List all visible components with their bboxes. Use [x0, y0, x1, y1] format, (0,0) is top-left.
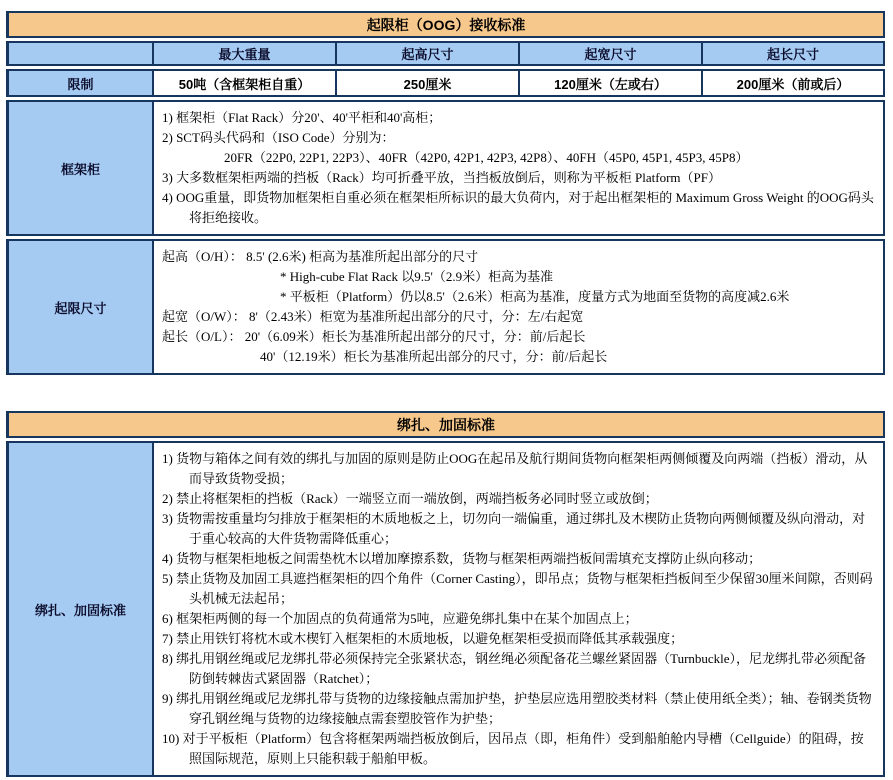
text-line: 4) OOG重量，即货物加框架柜自重必须在框架柜所标识的最大负荷内，对于起出框架柜的 Maximum Gross Weight 的OOG码头将拒绝接收。 — [162, 190, 874, 225]
oog-dims-label: 起限尺寸 — [6, 239, 154, 375]
text-line: * 平板柜（Platform）仍以8.5'（2.6米）柜高为基准，度量方式为地面至货物的高度减2.6米 — [280, 289, 790, 304]
table1-title: 起限柜（OOG）接收标准 — [6, 11, 885, 38]
oog-acceptance-table — [6, 8, 885, 378]
table2-title: 绑扎、加固标准 — [6, 411, 885, 438]
text-line: 3) 大多数框架柜两端的挡板（Rack）均可折叠平放，当挡板放倒后，则称为平板柜 Platform（PF） — [162, 170, 721, 185]
table1-header-over-height: 起高尺寸 — [337, 41, 520, 66]
limit-over-width-value: 120厘米（左或右） — [520, 69, 703, 97]
oog-dims-notes — [154, 239, 885, 375]
text-line: 6) 框架柜两侧的每一个加固点的负荷通常为5吨，应避免绑扎集中在某个加固点上； — [162, 611, 638, 626]
text-line: 7) 禁止用铁钉将枕木或木楔钉入框架柜的木质地板，以避免框架柜受损而降低其承载强度； — [162, 631, 684, 646]
text-line: 起长（O/L）： 20'（6.09米）柜长为基准所起出部分的尺寸，分：前/后起长 — [162, 329, 586, 344]
text-line: 1) 框架柜（Flat Rack）分20'、40'平柜和40'高柜； — [162, 110, 442, 125]
limit-row-label: 限制 — [6, 69, 154, 97]
text-line: 40'（12.19米）柜长为基准所起出部分的尺寸，分：前/后起长 — [260, 349, 608, 364]
text-line: 10) 对于平板柜（Platform）包含将框架两端挡板放倒后，因吊点（即，柜角件）受到船舶舱内导槽（Cellguide）的阻碍，按照国际规范，原则上只能积载于船舶甲板。 — [162, 731, 864, 766]
table-row — [6, 100, 885, 236]
lashing-label: 绑扎、加固标准 — [6, 441, 154, 777]
text-line: 2) SCT码头代码和（ISO Code）分别为： — [162, 130, 395, 145]
limit-over-height-value: 250厘米 — [337, 69, 520, 97]
table-row — [6, 69, 885, 97]
table1-header-over-length: 起长尺寸 — [703, 41, 885, 66]
text-line: * High-cube Flat Rack 以9.5'（2.9米）柜高为基准 — [280, 269, 554, 284]
text-line: 3) 货物需按重量均匀排放于框架柜的木质地板之上，切勿向一端偏重，通过绑扎及木楔防止货物向两侧倾覆及纵向滑动，对于重心较高的大件货物需降低重心； — [162, 511, 866, 546]
text-line: 起高（O/H）： 8.5' (2.6米) 柜高为基准所起出部分的尺寸 — [162, 249, 479, 264]
flat-rack-label: 框架柜 — [6, 100, 154, 236]
table1-header-empty — [6, 41, 154, 66]
table-row — [6, 239, 885, 375]
text-line: 4) 货物与框架柜地板之间需垫枕木以增加摩擦系数，货物与框架柜两端挡板间需填充支撑防止纵向移动； — [162, 551, 762, 566]
flat-rack-notes — [154, 100, 885, 236]
text-line: 5) 禁止货物及加固工具遮挡框架柜的四个角件（Corner Casting），即吊点；货物与框架柜挡板间至少保留30厘米间隙，否则码头机械无法起吊； — [162, 571, 873, 606]
text-line: 2) 禁止将框架柜的挡板（Rack）一端竖立而一端放倒，两端挡板务必同时竖立或放倒； — [162, 491, 658, 506]
limit-max-weight-value: 50吨（含框架柜自重） — [154, 69, 337, 97]
table-gap — [6, 378, 887, 392]
text-line: 9) 绑扎用钢丝绳或尼龙绑扎带与货物的边缘接触点需加护垫，护垫层应选用塑胶类材料（禁止使用纸全类）；轴、卷钢类货物穿孔钢丝绳与货物的边缘接触点需套塑胶管作为护垫； — [162, 691, 872, 726]
text-line: 起宽（O/W）： 8'（2.43米）柜宽为基准所起出部分的尺寸，分：左/右起宽 — [162, 309, 584, 324]
table-row — [6, 441, 885, 777]
table1-header-over-width: 起宽尺寸 — [520, 41, 703, 66]
limit-over-length-value: 200厘米（前或后） — [703, 69, 885, 97]
text-line: 8) 绑扎用钢丝绳或尼龙绑扎带必须保持完全张紧状态，钢丝绳必须配备花兰螺丝紧固器（Turnbuckle），尼龙绑扎带必须配备防倒转棘齿式紧固器（Ratchet）； — [162, 651, 867, 686]
text-line: 20FR（22P0, 22P1, 22P3）、40FR（42P0, 42P1, 42P3, 42P8）、40FH（45P0, 45P1, 45P3, 45P8） — [224, 150, 749, 165]
text-line: 1) 货物与箱体之间有效的绑扎与加固的原则是防止OOG在起吊及航行期间货物向框架柜两侧倾覆及向两端（挡板）滑动，从而导致货物受损； — [162, 451, 868, 486]
lashing-standards-table — [6, 408, 885, 780]
table1-header-max-weight: 最大重量 — [154, 41, 337, 66]
lashing-rules — [154, 441, 885, 777]
